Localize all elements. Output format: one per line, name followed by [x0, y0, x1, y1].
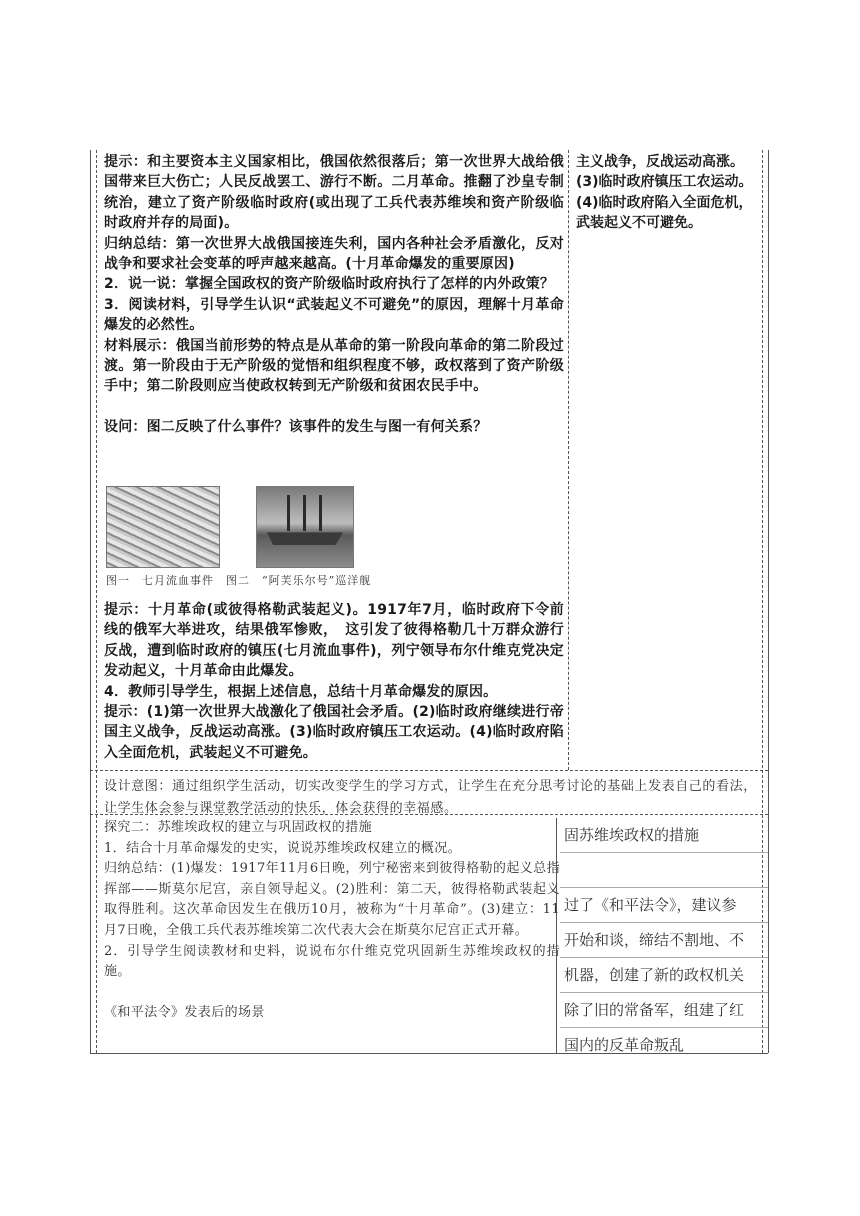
figure-caption: 《和平法令》发表后的场景	[104, 1004, 265, 1020]
blank-line	[104, 983, 560, 1003]
fragment-line: 固苏维埃政权的措施	[560, 818, 768, 853]
ship-mast	[303, 495, 306, 531]
paragraph: 2．说一说：掌握全国政权的资产阶级临时政府执行了怎样的内外政策？	[104, 276, 555, 293]
july-days-photo	[106, 486, 220, 568]
paragraph: 探究二：苏维埃政权的建立与巩固政权的措施	[104, 820, 373, 835]
paragraph: 提示：十月革命(或彼得格勒武装起义)。1917年7月，临时政府下令前线的俄军大举进攻，结果俄军惨败， 这引发了彼得格勒几十万群众游行反战，遭到临时政府的镇压(七月流血事件)，列宁领导布尔什维克党决定发动起义，十月革命由此爆发。	[104, 602, 564, 680]
blank-line	[104, 397, 564, 417]
paragraph: 1．结合十月革命爆发的史实，说说苏维埃政权建立的概况。	[104, 840, 462, 856]
paragraph: 材料展示：俄国当前形势的特点是从革命的第一阶段向革命的第二阶段过渡。第一阶段由于无产阶级的觉悟和组织程度不够，政权落到了资产阶级手中；第二阶段则应当使政权转到无产阶级和贫困农民手中。	[104, 337, 564, 395]
design-intent-text: 设计意图：通过组织学生活动，切实改变学生的学习方式，让学生在充分思考讨论的基础上发表自己的看法，让学生体会参与课堂教学活动的快乐，体会获得的幸福感。	[104, 779, 757, 816]
main-column-text	[104, 152, 564, 437]
paragraph: 归纳总结：(1)爆发：1917年11月6日晚，列宁秘密来到彼得格勒的起义总指挥部——斯莫尔尼宫，亲自领导起义。(2)胜利：第二天，彼得格勒武装起义取得胜利。这次革命因发生在俄历10月，被称为“十月革命”。(3)建立：11月7日晚，全俄工兵代表苏维埃第二次代表大会在斯莫尔尼宫正式开幕。	[104, 861, 560, 938]
paragraph: 设问：图二反映了什么事件？该事件的发生与图一有何关系？	[104, 418, 488, 435]
design-intent	[104, 776, 760, 820]
explore-section	[104, 818, 560, 1023]
side-line: (3)临时政府镇压工农运动。	[576, 174, 753, 191]
row-separator	[90, 770, 768, 771]
fragment-line: 国内的反革命叛乱	[564, 1036, 685, 1054]
side-column-text	[576, 152, 764, 234]
paragraph: 2．引导学生阅读教材和史料，说说布尔什维克党巩固新生苏维埃政权的措施。	[104, 943, 560, 980]
paragraph: 3．阅读材料，引导学生认识“武装起义不可避免”的原因，理解十月革命爆发的必然性。	[104, 296, 564, 334]
ship-mast	[287, 495, 290, 531]
table-frame-left-inner	[96, 150, 98, 1053]
fragment-line: 除了旧的常备军，组建了红	[560, 993, 768, 1028]
fragment-line: 开始和谈，缔结不割地、不	[560, 923, 768, 958]
fragment-line: 过了《和平法令》，建议参	[560, 888, 768, 923]
side-line: 主义战争，反战运动高涨。	[576, 154, 744, 170]
main-column-text-lower	[104, 600, 564, 763]
paragraph: 提示：和主要资本主义国家相比，俄国依然很落后；第一次世界大战给俄国带来巨大伤亡；人民反战罢工、游行不断。二月革命。推翻了沙皇专制统治，建立了资产阶级临时政府(或出现了工兵代表苏维埃和资产阶级临时政府并存的局面)。	[104, 154, 564, 232]
side-line: (4)临时政府陷入全面危机，武装起义不可避免。	[576, 194, 753, 232]
paragraph: 4．教师引导学生，根据上述信息，总结十月革命爆发的原因。	[104, 683, 498, 700]
aurora-cruiser-photo	[256, 486, 354, 568]
paragraph: 归纳总结：第一次世界大战俄国接连失利，国内各种社会矛盾激化，反对战争和要求社会变革的呼声越来越高。(十月革命爆发的重要原因)	[104, 235, 564, 273]
fragment-line: 机器，创建了新的政权机关	[560, 958, 768, 993]
table-frame-left	[90, 150, 91, 1053]
fragment-line	[560, 853, 768, 888]
ship-mast	[319, 495, 322, 531]
paragraph: 提示：(1)第一次世界大战激化了俄国社会矛盾。(2)临时政府继续进行帝国主义战争，反战运动高涨。(3)临时政府镇压工农运动。(4)临时政府陷入全面危机，武装起义不可避免。	[104, 704, 564, 761]
right-fragments	[560, 818, 768, 1062]
column-separator	[568, 150, 569, 770]
photo-caption: 图一 七月流血事件 图二 “阿芙乐尔号”巡洋舰	[106, 574, 372, 587]
photo-pair	[106, 486, 566, 566]
